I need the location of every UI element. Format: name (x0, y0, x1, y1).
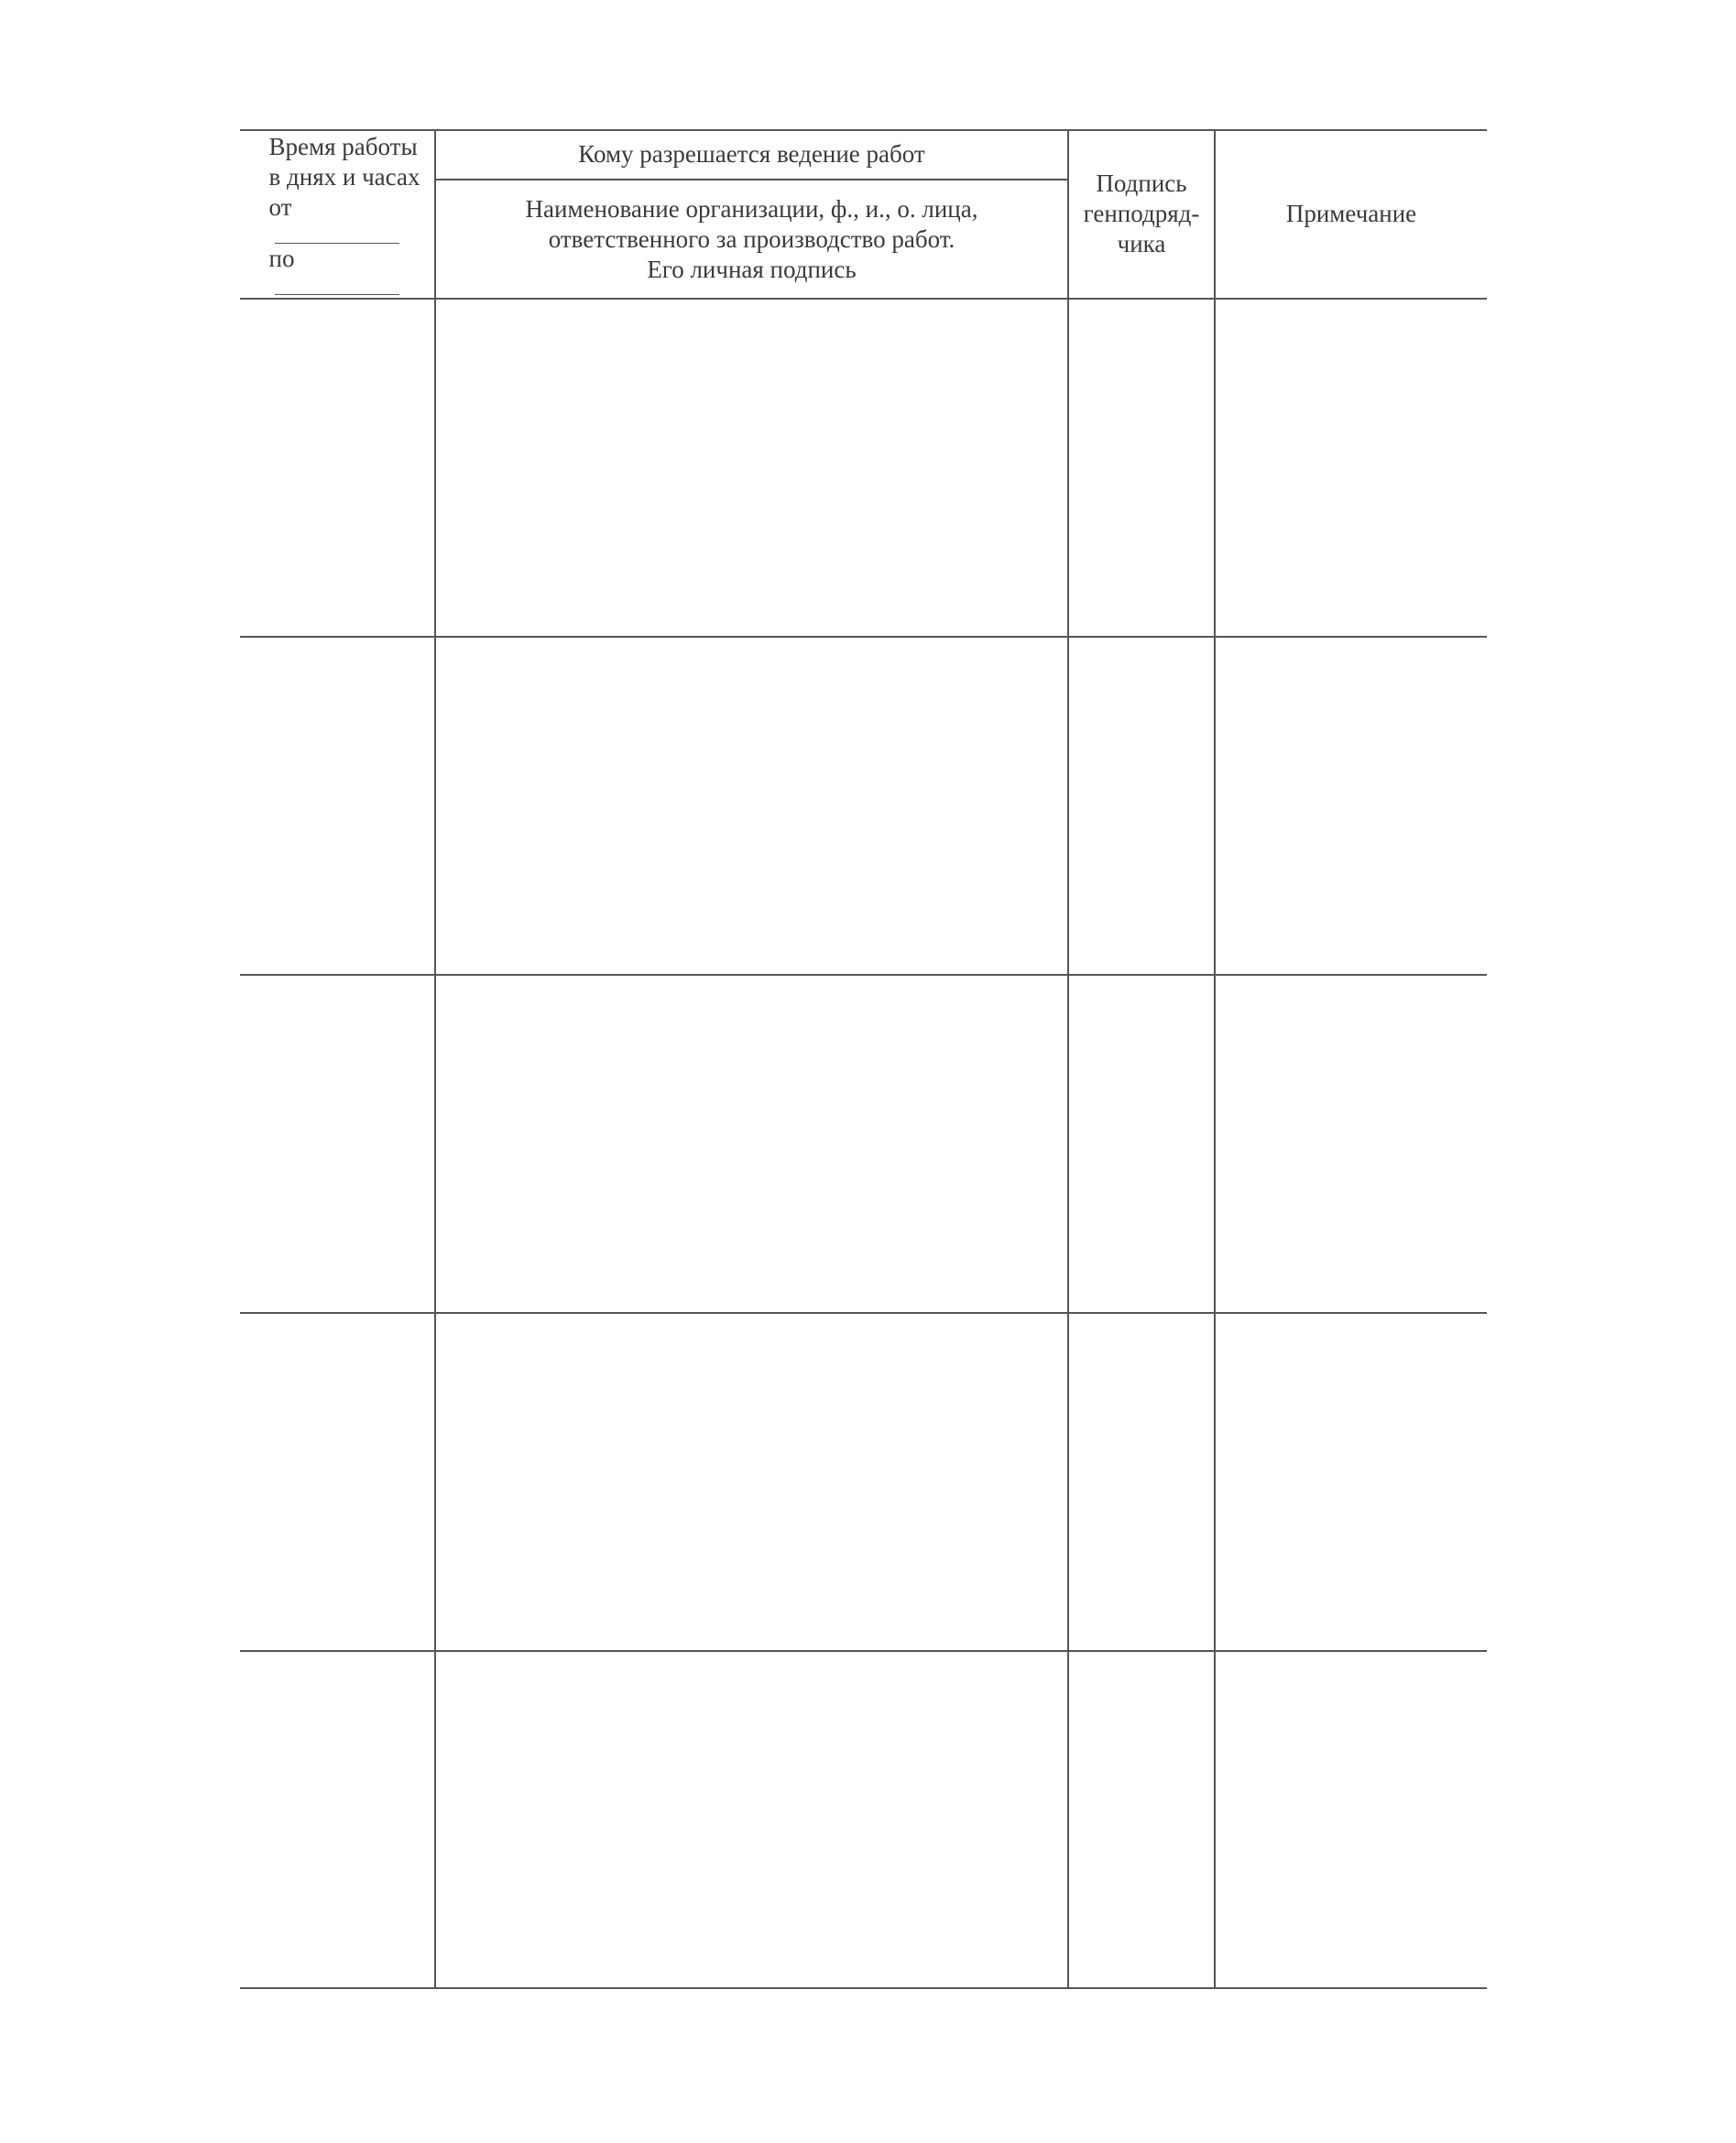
signature-cell[interactable] (1069, 976, 1214, 1312)
work-time-cell[interactable] (240, 976, 434, 1312)
table-row (240, 1652, 1487, 1987)
organization-cell[interactable] (436, 1652, 1067, 1987)
table-row (240, 976, 1487, 1312)
work-permit-table (240, 129, 1487, 1987)
organization-cell[interactable] (436, 976, 1067, 1312)
organization-cell[interactable] (436, 1314, 1067, 1650)
signature-cell[interactable] (1069, 1314, 1214, 1650)
work-time-cell[interactable] (240, 300, 434, 636)
time-to-blank (275, 274, 399, 295)
note-cell[interactable] (1216, 1314, 1487, 1650)
header-note-label: Примечание (1285, 199, 1417, 227)
work-time-cell[interactable] (240, 1314, 434, 1650)
header-work-time-line: в днях и часах (268, 163, 420, 191)
organization-cell[interactable] (436, 300, 1067, 636)
time-from-blank (275, 223, 399, 244)
header-signature-line: чика (1117, 229, 1166, 257)
time-to-label: по (268, 245, 295, 272)
signature-cell[interactable] (1069, 300, 1214, 636)
table-row (240, 1314, 1487, 1650)
header-organization-line: Наименование организации, ф., и., о. лица, (525, 194, 978, 223)
header-organization (436, 180, 1067, 298)
header-organization-line: Его личная подпись (647, 255, 857, 283)
header-who-allowed-label: Кому разрешается ведение работ (578, 139, 925, 168)
header-signature-line: Подпись (1096, 169, 1187, 197)
table-row (240, 300, 1487, 636)
header-time-from (269, 192, 420, 244)
header-work-time-line: Время работы (268, 133, 418, 160)
header-organization-line: ответственного за производство работ. (548, 224, 955, 253)
signature-cell[interactable] (1069, 1652, 1214, 1987)
header-signature-line: генподряд- (1083, 199, 1200, 227)
header-note (1216, 129, 1487, 298)
work-time-cell[interactable] (240, 1652, 434, 1987)
header-who-allowed (436, 129, 1067, 179)
signature-cell[interactable] (1069, 638, 1214, 974)
work-time-cell[interactable] (240, 638, 434, 974)
table-row (240, 638, 1487, 974)
note-cell[interactable] (1216, 638, 1487, 974)
note-cell[interactable] (1216, 976, 1487, 1312)
header-contractor-signature (1069, 129, 1214, 298)
table-bottom-border (240, 1987, 1487, 1989)
note-cell[interactable] (1216, 300, 1487, 636)
header-time-to (269, 244, 420, 295)
note-cell[interactable] (1216, 1652, 1487, 1987)
time-from-label: от (268, 193, 292, 221)
header-work-time (240, 129, 434, 298)
organization-cell[interactable] (436, 638, 1067, 974)
